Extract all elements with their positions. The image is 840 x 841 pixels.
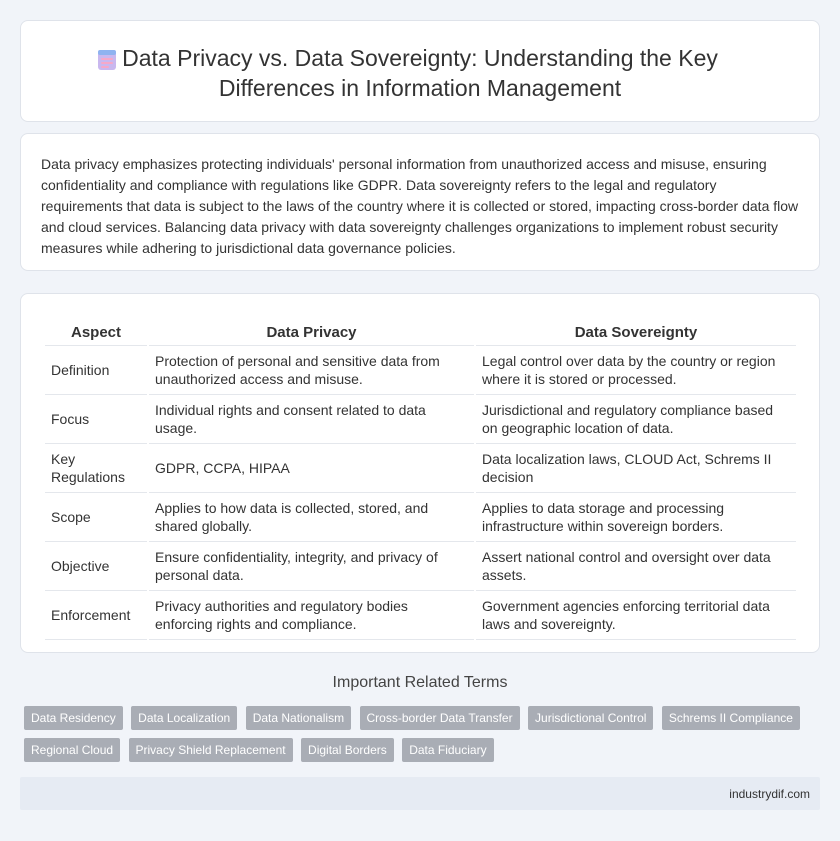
header-card bbox=[20, 20, 820, 122]
intro-card bbox=[20, 133, 820, 271]
intro-paragraph: Data privacy emphasizes protecting individuals' personal information from unauthorized access and misuse, ensuring confidentiality and compliance with regulations like GDPR. Data sovereignty refers to the legal and regulatory requirements that data is subject to the laws of the country where it is collected or stored, impacting cross-border data flow and cloud services. Balancing data privacy with data sovereignty challenges organizations to implement robust security measures while adhering to jurisdictional data governance policies. bbox=[41, 156, 799, 256]
footer-site[interactable]: industrydif.com bbox=[729, 787, 810, 801]
tag-data-localization[interactable]: Data Localization bbox=[131, 706, 237, 730]
row-sovereignty: Legal control over data by the country or region where it is stored or processed. bbox=[476, 346, 796, 395]
row-sovereignty: Assert national control and oversight over data assets. bbox=[476, 542, 796, 591]
table-row bbox=[45, 542, 796, 591]
row-privacy: Protection of personal and sensitive data from unauthorized access and misuse. bbox=[149, 346, 474, 395]
tag-privacy-shield-replacement[interactable]: Privacy Shield Replacement bbox=[129, 738, 293, 762]
tag-schrems-ii-compliance[interactable]: Schrems II Compliance bbox=[662, 706, 800, 730]
tag-jurisdictional-control[interactable]: Jurisdictional Control bbox=[528, 706, 653, 730]
tag-data-nationalism[interactable]: Data Nationalism bbox=[246, 706, 351, 730]
tag-cross-border-data-transfer[interactable]: Cross-border Data Transfer bbox=[360, 706, 520, 730]
row-aspect: Scope bbox=[45, 493, 147, 542]
table-row bbox=[45, 346, 796, 395]
table-row bbox=[45, 444, 796, 493]
tag-digital-borders[interactable]: Digital Borders bbox=[301, 738, 394, 762]
tag-data-fiduciary[interactable]: Data Fiduciary bbox=[402, 738, 493, 762]
row-privacy: Privacy authorities and regulatory bodies enforcing rights and compliance. bbox=[149, 591, 474, 640]
related-terms-list bbox=[24, 706, 814, 770]
footer bbox=[20, 777, 820, 810]
table-row bbox=[45, 395, 796, 444]
comparison-table-card bbox=[20, 293, 820, 653]
page-title: Data Privacy vs. Data Sovereignty: Understanding the Key Differences in Information Management bbox=[122, 45, 718, 101]
row-privacy: GDPR, CCPA, HIPAA bbox=[149, 444, 474, 493]
row-aspect: Enforcement bbox=[45, 591, 147, 640]
comparison-table bbox=[43, 314, 798, 640]
row-privacy: Individual rights and consent related to data usage. bbox=[149, 395, 474, 444]
header-data-sovereignty: Data Sovereignty bbox=[476, 314, 796, 346]
row-sovereignty: Government agencies enforcing territorial data laws and sovereignty. bbox=[476, 591, 796, 640]
row-sovereignty: Applies to data storage and processing infrastructure within sovereign borders. bbox=[476, 493, 796, 542]
row-aspect: Focus bbox=[45, 395, 147, 444]
header-data-privacy: Data Privacy bbox=[149, 314, 474, 346]
row-privacy: Applies to how data is collected, stored, and shared globally. bbox=[149, 493, 474, 542]
tag-data-residency[interactable]: Data Residency bbox=[24, 706, 123, 730]
table-header-row bbox=[45, 314, 796, 346]
related-terms-title: Important Related Terms bbox=[332, 674, 508, 691]
row-aspect: Definition bbox=[45, 346, 147, 395]
table-row bbox=[45, 591, 796, 640]
row-privacy: Ensure confidentiality, integrity, and privacy of personal data. bbox=[149, 542, 474, 591]
row-aspect: Objective bbox=[45, 542, 147, 591]
row-sovereignty: Jurisdictional and regulatory compliance based on geographic location of data. bbox=[476, 395, 796, 444]
tag-regional-cloud[interactable]: Regional Cloud bbox=[24, 738, 120, 762]
table-row bbox=[45, 493, 796, 542]
row-sovereignty: Data localization laws, CLOUD Act, Schrems II decision bbox=[476, 444, 796, 493]
row-aspect: Key Regulations bbox=[45, 444, 147, 493]
header-aspect: Aspect bbox=[45, 314, 147, 346]
